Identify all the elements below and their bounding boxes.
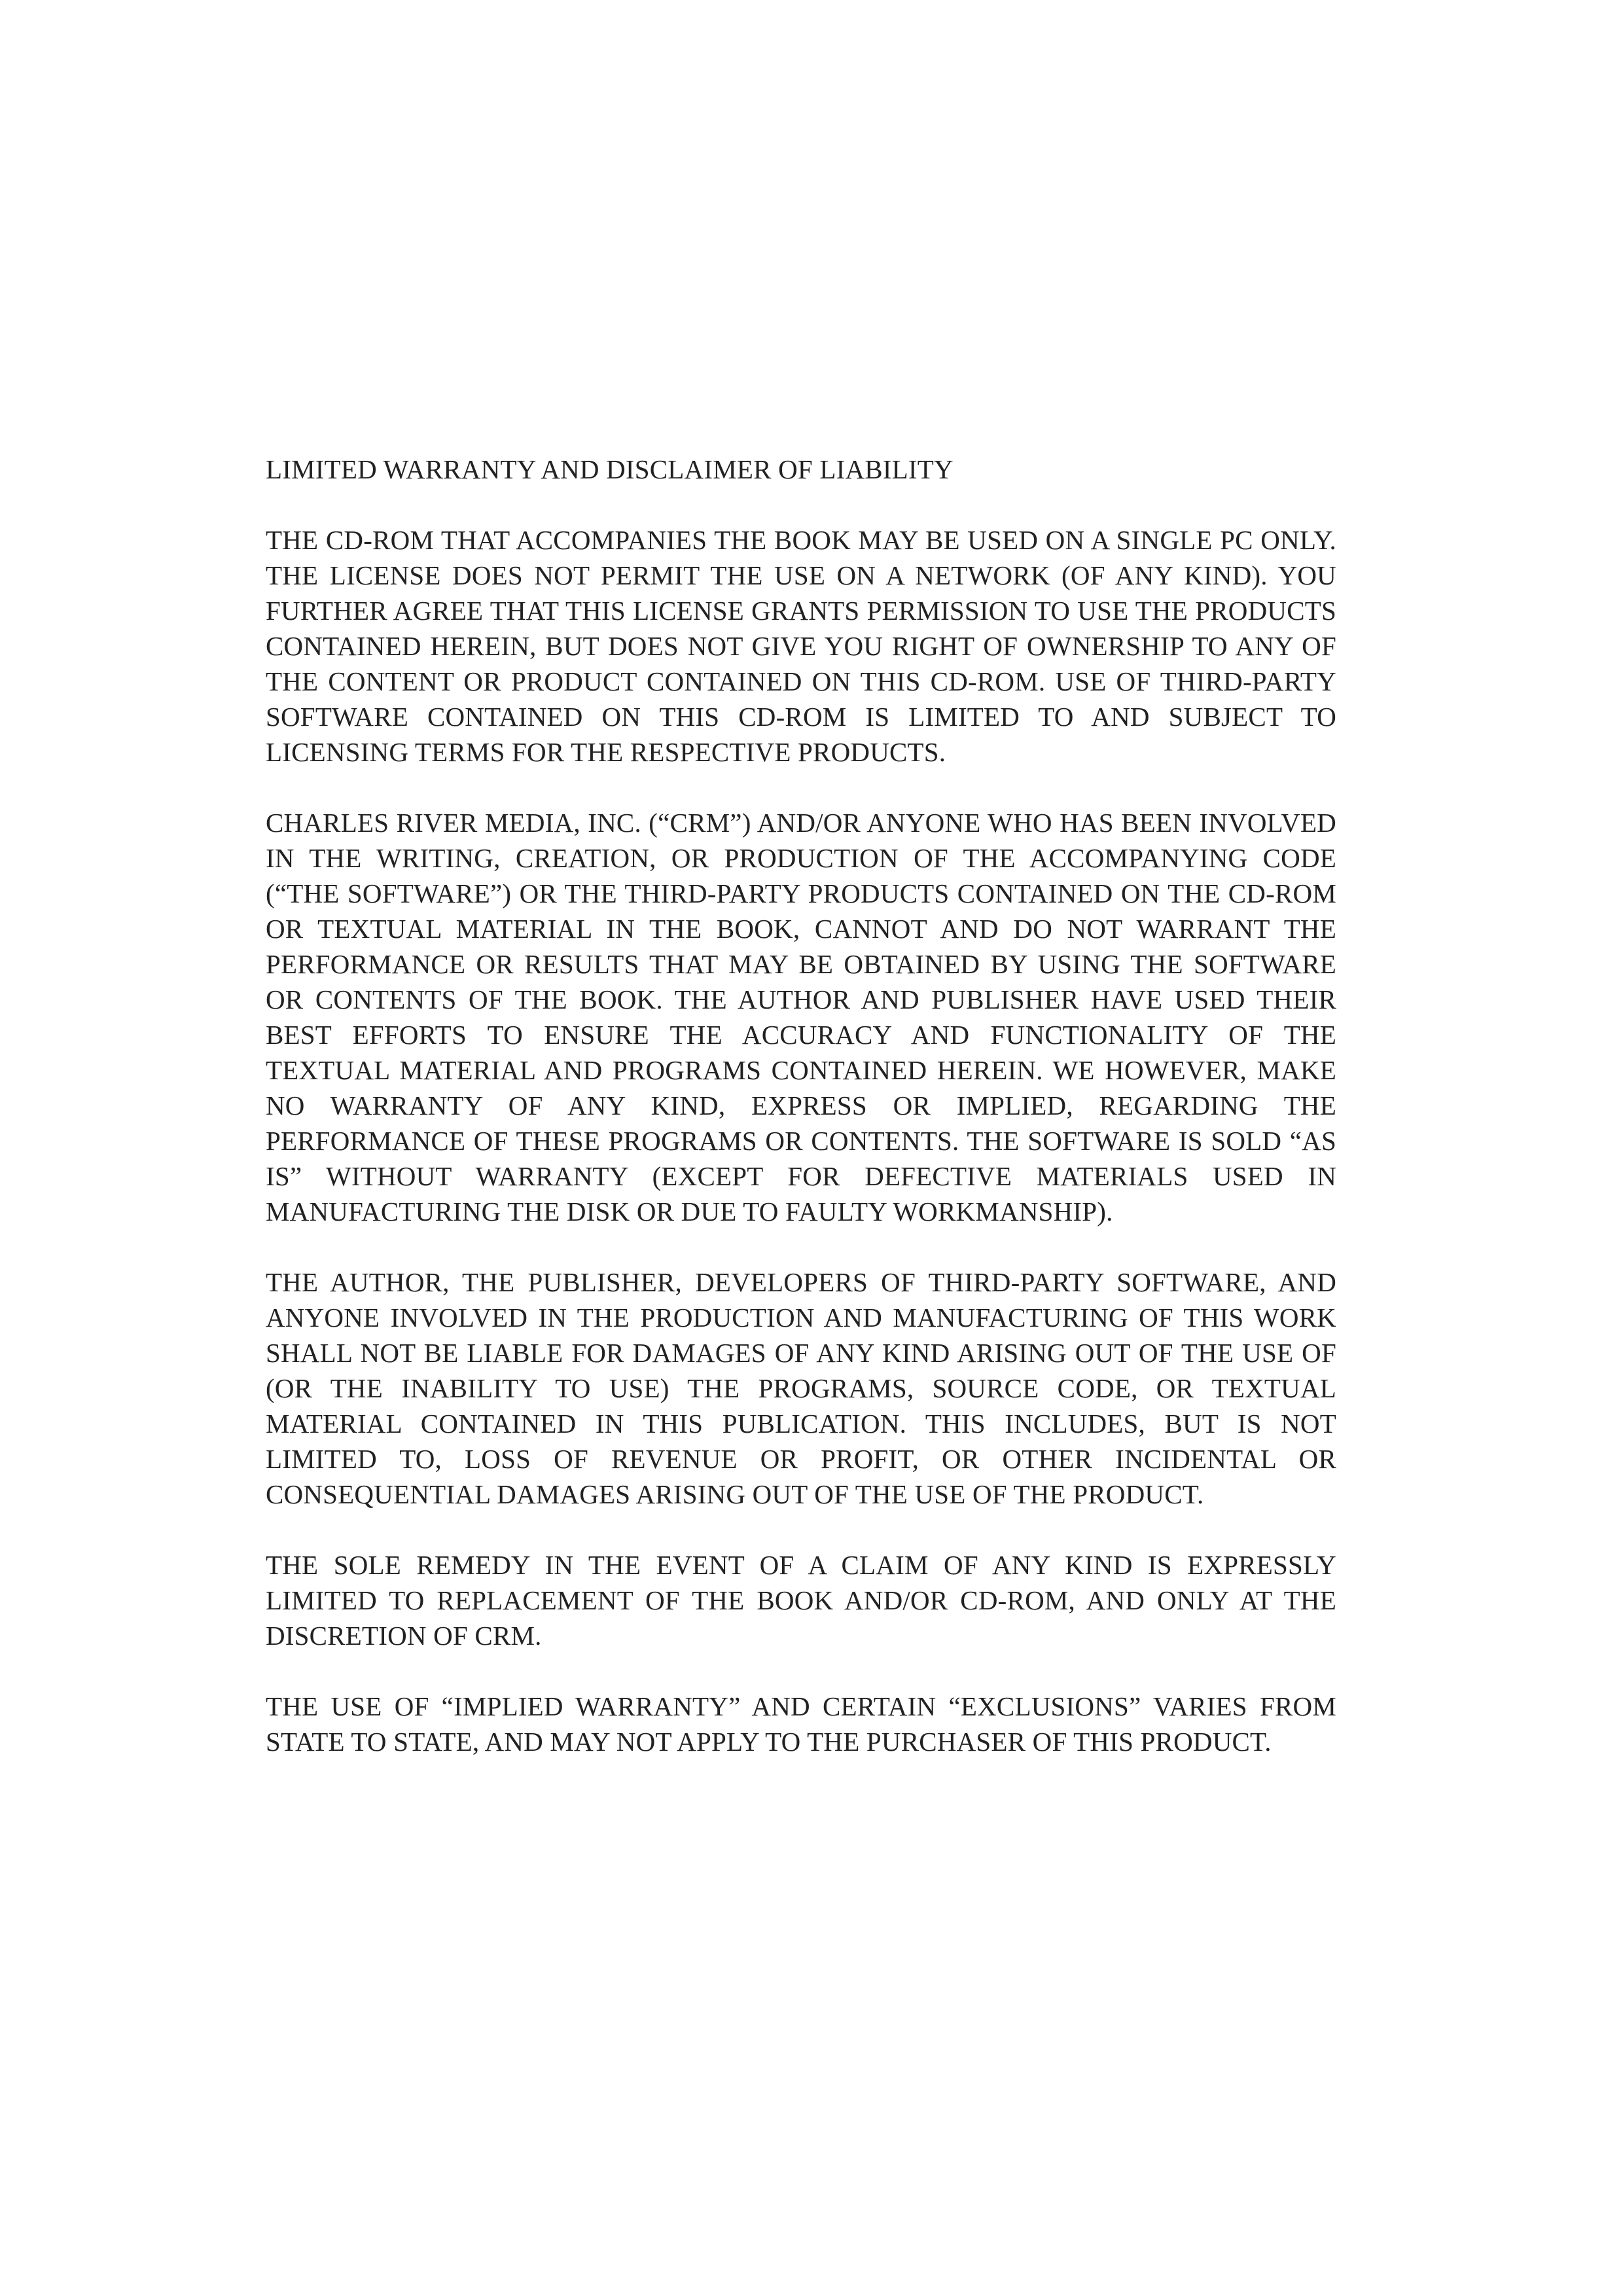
paragraph-license-terms: THE CD-ROM THAT ACCOMPANIES THE BOOK MAY BE USED ON A SINGLE PC ONLY. THE LICENSE DOES NOT PERMIT THE USE ON A NETWORK (OF ANY KIND). YOU FURTHER AGREE THAT THIS LICENSE GRANTS PERMISSION TO USE THE PRODUCTS CONTAINED HEREIN, BUT DOES NOT GIVE YOU RIGHT OF OWNERSHIP TO ANY OF THE CONTENT OR PRODUCT CONTAINED ON THIS CD-ROM. USE OF THIRD-PARTY SOFTWARE CONTAINED ON THIS CD-ROM IS LIMITED TO AND SUBJECT TO LICENSING TERMS FOR THE RESPECTIVE PRODUCTS. bbox=[266, 525, 1336, 767]
page-title: LIMITED WARRANTY AND DISCLAIMER OF LIABILITY bbox=[266, 454, 954, 484]
paragraph-state-exclusions: THE USE OF “IMPLIED WARRANTY” AND CERTAIN “EXCLUSIONS” VARIES FROM STATE TO STATE, AND MAY NOT APPLY TO THE PURCHASER OF THIS PRODUCT. bbox=[266, 1691, 1336, 1757]
paragraph-no-warranty: CHARLES RIVER MEDIA, INC. (“CRM”) AND/OR ANYONE WHO HAS BEEN INVOLVED IN THE WRITING, CREATION, OR PRODUCTION OF THE ACCOMPANYING CODE (“THE SOFTWARE”) OR THE THIRD-PARTY PRODUCTS CONTAINED ON THE CD-ROM OR TEXTUAL MATERIAL IN THE BOOK, CANNOT AND DO NOT WARRANT THE PERFORMANCE OR RESULTS THAT MAY BE OBTAINED BY USING THE SOFTWARE OR CONTENTS OF THE BOOK. THE AUTHOR AND PUBLISHER HAVE USED THEIR BEST EFFORTS TO ENSURE THE ACCURACY AND FUNCTIONALITY OF THE TEXTUAL MATERIAL AND PROGRAMS CONTAINED HEREIN. WE HOWEVER, MAKE NO WARRANTY OF ANY KIND, EXPRESS OR IMPLIED, REGARDING THE PERFORMANCE OF THESE PROGRAMS OR CONTENTS. THE SOFTWARE IS SOLD “AS IS” WITHOUT WARRANTY (EXCEPT FOR DEFECTIVE MATERIALS USED IN MANUFACTURING THE DISK OR DUE TO FAULTY WORKMANSHIP). bbox=[266, 808, 1336, 1227]
paragraph-sole-remedy: THE SOLE REMEDY IN THE EVENT OF A CLAIM OF ANY KIND IS EXPRESSLY LIMITED TO REPLACEMENT OF THE BOOK AND/OR CD-ROM, AND ONLY AT THE DISCRETION OF CRM. bbox=[266, 1550, 1336, 1651]
warranty-text-block bbox=[266, 452, 1336, 1759]
paragraph-limitation-of-liability: THE AUTHOR, THE PUBLISHER, DEVELOPERS OF THIRD-PARTY SOFTWARE, AND ANYONE INVOLVED IN THE PRODUCTION AND MANUFACTURING OF THIS WORK SHALL NOT BE LIABLE FOR DAMAGES OF ANY KIND ARISING OUT OF THE USE OF (OR THE INABILITY TO USE) THE PROGRAMS, SOURCE CODE, OR TEXTUAL MATERIAL CONTAINED IN THIS PUBLICATION. THIS INCLUDES, BUT IS NOT LIMITED TO, LOSS OF REVENUE OR PROFIT, OR OTHER INCIDENTAL OR CONSEQUENTIAL DAMAGES ARISING OUT OF THE USE OF THE PRODUCT. bbox=[266, 1267, 1336, 1509]
